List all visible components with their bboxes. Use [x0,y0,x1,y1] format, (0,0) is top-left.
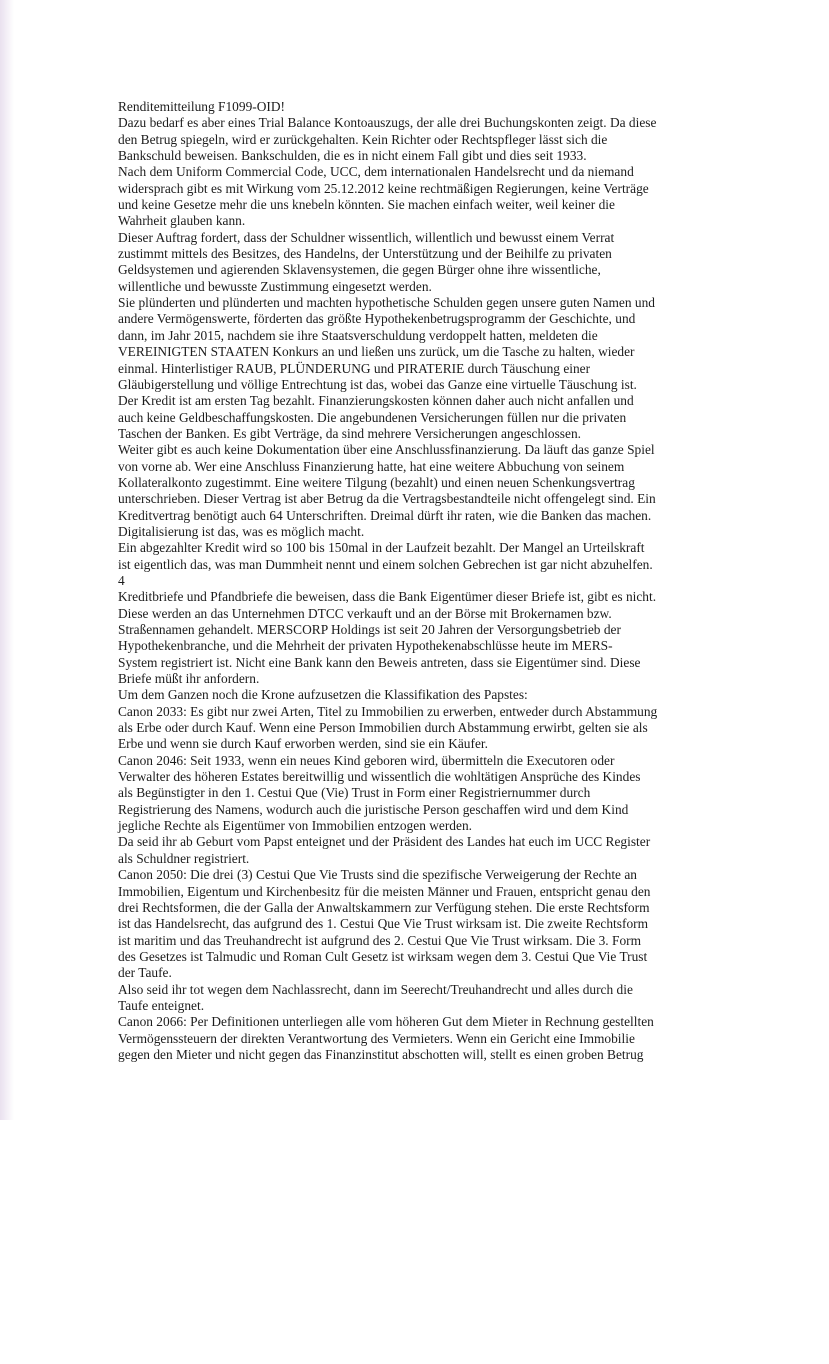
text-line: Weiter gibt es auch keine Dokumentation über eine Anschlussfinanzierung. Da läuft das ganze Spiel [118,442,655,458]
text-line: drei Rechtsformen, die der Galla der Anwaltskammern zur Verfügung stehen. Die erste Rechtsform [118,899,650,915]
text-line: Gläubigerstellung und völlige Entrechtung ist das, wobei das Ganze eine virtuelle Täuschung ist. [118,376,637,392]
text-line: Nach dem Uniform Commercial Code, UCC, dem internationalen Handelsrecht und da niemand [118,164,634,180]
text-line: Kollateralkonto zugestimmt. Eine weitere Tilgung (bezahlt) und einen neuen Schenkungsvertrag [118,474,635,490]
text-line: ist das Handelsrecht, das aufgrund des 1. Cestui Que Vie Trust wirksam ist. Die zweite Rechtsform [118,916,649,932]
text-line: Kreditbriefe und Pfandbriefe die beweisen, dass die Bank Eigentümer dieser Briefe ist, gibt es nicht. [118,589,657,605]
text-line: und keine Gesetze mehr die uns knebeln könnten. Sie machen einfach weiter, weil keiner die [118,197,615,213]
text-line: Ein abgezahlter Kredit wird so 100 bis 150mal in der Laufzeit bezahlt. Der Mangel an Urteilskraft [118,540,645,556]
text-line: Canon 2046: Seit 1933, wenn ein neues Kind geboren wird, übermitteln die Executoren oder [118,752,615,768]
text-line: Straßennamen gehandelt. MERSCORP Holdings ist seit 20 Jahren der Versorgungsbetrieb der [118,622,621,637]
text-line: Immobilien, Eigentum und Kirchenbesitz für die meisten Männer und Frauen, entspricht genau den [118,883,651,899]
text-line: Geldsystemen und agierenden Sklavensystemen, die gegen Bürger ohne ihre wissentliche, [118,262,601,278]
scan-edge-shading [0,0,14,1120]
text-line: einmal. Hinterlistiger RAUB, PLÜNDERUNG und PIRATERIE durch Täuschung einer [118,360,591,376]
text-line: Taschen der Banken. Es gibt Verträge, da sind mehrere Versicherungen angeschlossen. [118,425,581,441]
text-line: als Erbe oder durch Kauf. Wenn eine Person Immobilien durch Abstammung erwirbt, gelten sie als [118,720,648,736]
text-line: System registriert ist. Nicht eine Bank kann den Beweis antreten, dass sie Eigentümer sind. Diese [118,654,641,670]
text-line: Diese werden an das Unternehmen DTCC verkauft und an der Börse mit Brokernamen bzw. [118,605,612,621]
text-line: Also seid ihr tot wegen dem Nachlassrecht, dann im Seerecht/Treuhandrecht und alles durch die [118,981,633,997]
text-line: auch keine Geldbeschaffungskosten. Die angebundenen Versicherungen füllen nur die privaten [118,409,627,425]
text-line: Briefe müßt ihr anfordern. [118,671,260,687]
text-line: gegen den Mieter und nicht gegen das Finanzinstitut abschotten will, stellt es einen groben Betrug [118,1046,644,1062]
text-line: als Begünstigter in den 1. Cestui Que (Vie) Trust in Form einer Registriernummer durch [118,785,591,801]
text-line: ist eigentlich das, was man Dummheit nennt und einem solchen Gebrechen ist gar nicht abzuhelfen. [118,556,653,572]
text-line: ist maritim und das Treuhandrecht ist aufgrund des 2. Cestui Que Vie Trust wirksam. Die 3. Form [118,932,642,948]
text-line: Da seid ihr ab Geburt vom Papst enteignet und der Präsident des Landes hat euch im UCC Register [118,834,651,850]
text-line: Dazu bedarf es aber eines Trial Balance Kontoauszugs, der alle drei Buchungskonten zeigt. Da diese [118,115,657,131]
text-line: VEREINIGTEN STAATEN Konkurs an und ließen uns zurück, um die Tasche zu halten, wieder [118,344,635,360]
text-line: des Gesetzes ist Talmudic und Roman Cult Gesetz ist wirksam wegen dem 3. Cestui Que Vie Trust [118,948,648,964]
text-line: widersprach gibt es mit Wirkung vom 25.12.2012 keine rechtmäßigen Regierungen, keine Verträge [118,180,649,196]
text-line: unterschrieben. Dieser Vertrag ist aber Betrug da die Vertragsbestandteile nicht offengelegt sind. Ein [118,491,656,507]
text-line: Canon 2050: Die drei (3) Cestui Que Vie Trusts sind die spezifische Verweigerung der Rechte an [118,867,637,883]
text-line: Um dem Ganzen noch die Krone aufzusetzen die Klassifikation des Papstes: [118,687,528,703]
text-line: Kreditvertrag benötigt auch 64 Unterschriften. Dreimal dürft ihr raten, wie die Banken das machen. [118,507,652,523]
text-line: willentliche und bewusste Zustimmung eingesetzt werden. [118,278,432,294]
text-line: jegliche Rechte als Eigentümer von Immobilien entzogen werden. [118,818,472,834]
text-line: Verwalter des höheren Estates bereitwillig und wissentlich die wohltätigen Ansprüche des Kindes [118,769,641,785]
text-line: der Taufe. [118,965,172,981]
text-line: 4 [118,572,125,588]
text-line: andere Vermögenswerte, förderten das größte Hypothekenbetrugsprogramm der Geschichte, und [118,311,636,327]
text-line: den Betrug spiegeln, wird er zurückgehalten. Kein Richter oder Rechtspfleger lässt sich die [118,131,608,147]
text-line: Dieser Auftrag fordert, dass der Schuldner wissentlich, willentlich und bewusst einem Verrat [118,229,615,245]
text-line: Canon 2033: Es gibt nur zwei Arten, Titel zu Immobilien zu erwerben, entweder durch Abstammung [118,703,658,719]
text-line: Registrierung des Namens, wodurch auch die juristische Person geschaffen wird und dem Kind [118,801,629,817]
text-line: Erbe und wenn sie durch Kauf erworben werden, sind sie ein Käufer. [118,736,488,752]
text-line: von vorne ab. Wer eine Anschluss Finanzierung hatte, hat eine weitere Abbuchung von seinem [118,458,625,474]
text-line: Der Kredit ist am ersten Tag bezahlt. Finanzierungskosten können daher auch nicht anfallen und [118,393,634,409]
text-line: Bankschuld beweisen. Bankschulden, die es in nicht einem Fall gibt und dies seit 1933. [118,148,587,164]
text-line: Taufe enteignet. [118,997,205,1013]
text-line: Canon 2066: Per Definitionen unterliegen alle vom höheren Gut dem Mieter in Rechnung gestellten [118,1014,654,1030]
text-line: Sie plünderten und plünderten und machten hypothetische Schulden gegen unsere guten Namen und [118,295,655,311]
text-line: Vermögenssteuern der direkten Verantwortung des Vermieters. Wenn ein Gericht eine Immobilie [118,1030,635,1046]
text-line: Wahrheit glauben kann. [118,213,246,229]
text-line: als Schuldner registriert. [118,850,250,866]
text-line: Digitalisierung ist das, was es möglich macht. [118,523,365,539]
text-line: dann, im Jahr 2015, nachdem sie ihre Staatsverschuldung verdoppelt hatten, meldeten die [118,327,598,343]
document-title: Renditemitteilung F1099-OID! [118,99,285,114]
document-body [118,99,702,1063]
text-line: zustimmt mittels des Besitzes, des Handelns, der Unterstützung und der Beihilfe zu privaten [118,246,612,262]
text-line: Hypothekenbranche, und die Mehrheit der privaten Hypothekenabschlüsse heute im MERS- [118,638,613,654]
